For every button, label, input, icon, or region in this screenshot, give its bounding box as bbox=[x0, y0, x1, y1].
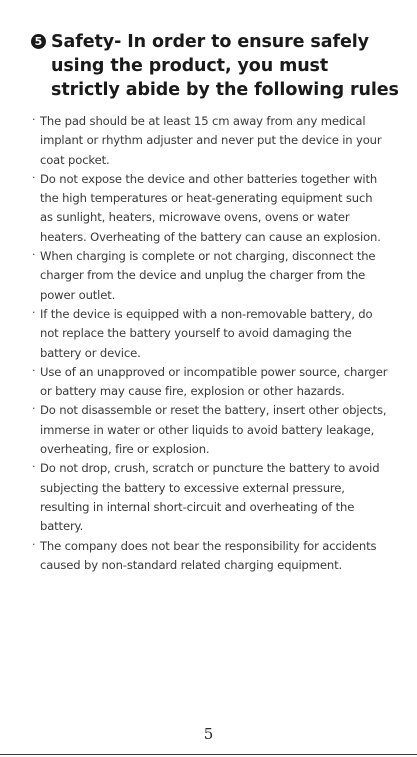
list-item bbox=[32, 247, 388, 305]
list-item bbox=[32, 401, 388, 459]
list-item bbox=[32, 112, 388, 170]
list-item bbox=[32, 305, 388, 363]
bullet-icon: · bbox=[32, 537, 36, 551]
safety-rules-list bbox=[32, 112, 388, 575]
bullet-icon: · bbox=[32, 402, 36, 416]
rule-text: The company does not bear the responsibility for accidents caused by non-standard related charging equipment. bbox=[40, 538, 377, 572]
list-item bbox=[32, 459, 388, 536]
rule-text: If the device is equipped with a non-removable battery, do not replace the battery yourself to avoid damaging the battery or device. bbox=[40, 306, 373, 360]
bullet-icon: · bbox=[32, 363, 36, 377]
rule-text: When charging is complete or not charging, disconnect the charger from the device and unplug the charger from the power outlet. bbox=[40, 249, 376, 302]
bullet-icon: · bbox=[32, 113, 36, 126]
rule-text: The pad should be at least 15 cm away from any medical implant or rhythm adjuster and never put the device in your coat pocket. bbox=[40, 114, 382, 167]
page-number: 5 bbox=[203, 725, 214, 743]
section-number-badge: 5 bbox=[31, 34, 46, 49]
section-title: Safety- In order to ensure safely using the product, you must strictly abide by the following rules bbox=[51, 32, 399, 100]
bullet-icon: · bbox=[32, 305, 36, 319]
list-item bbox=[32, 537, 388, 576]
bullet-icon: · bbox=[32, 170, 36, 184]
rule-text: Do not drop, crush, scratch or puncture the battery to avoid subjecting the battery to excessive external pressure, resulting in internal short-circuit and overheating of the battery. bbox=[40, 461, 380, 534]
rule-text: Use of an unapproved or incompatible power source, charger or battery may cause fire, explosion or other hazards. bbox=[40, 364, 388, 399]
footer-divider bbox=[0, 754, 417, 755]
rule-text: Do not expose the device and other batteries together with the high temperatures or heat-generating equipment such as sunlight, heaters, microwave ovens, ovens or water heaters. Overheating of the battery can cause an explosion. bbox=[40, 171, 381, 244]
section-heading bbox=[31, 30, 401, 102]
rule-text: Do not disassemble or reset the battery, insert other objects, immerse in water or other liquids to avoid battery leakage, overheating, fire or explosion. bbox=[40, 403, 387, 457]
bullet-icon: · bbox=[32, 460, 36, 474]
list-item bbox=[32, 363, 388, 402]
list-item bbox=[32, 170, 388, 247]
bullet-icon: · bbox=[32, 248, 36, 262]
